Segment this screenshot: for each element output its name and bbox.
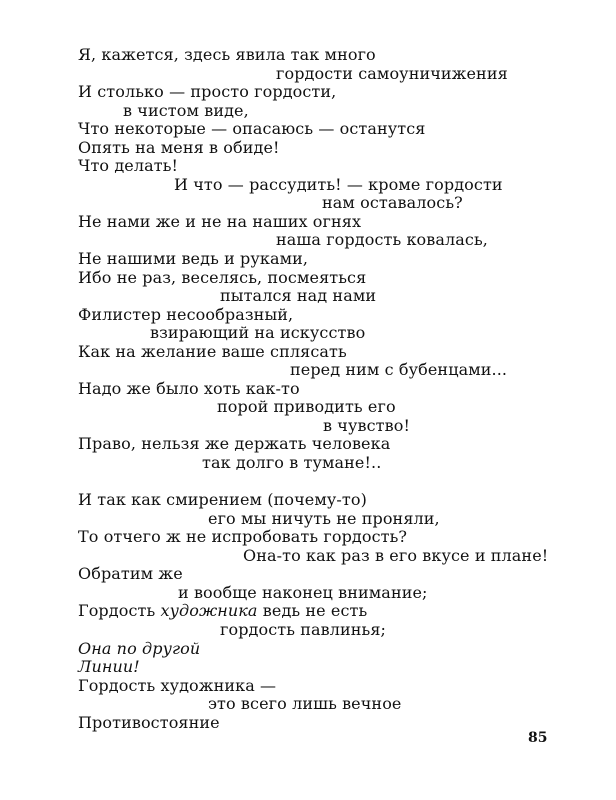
poem-line: И так как смирением (почему-то): [78, 490, 367, 510]
poem-line: наша гордость ковалась,: [276, 230, 488, 250]
poem-line: Не нами же и не на наших огнях: [78, 211, 362, 231]
poem-line: Право, нельзя же держать человека: [78, 434, 391, 454]
poem-line: Как на желание ваше сплясать: [78, 341, 347, 361]
poem-line: Надо же было хоть как-то: [78, 378, 300, 398]
poem-line: это всего лишь вечное: [208, 694, 402, 714]
poem-line: Опять на меня в обиде!: [78, 137, 280, 157]
poem-line: И столько — просто гордости,: [78, 82, 337, 102]
poem-line: взирающий на искусство: [150, 323, 366, 343]
poem-fragment: ведь не есть: [257, 601, 368, 621]
poem-line: Она-то как раз в его вкусе и плане!: [243, 545, 549, 565]
poem-line: и вообще наконец внимание;: [178, 582, 428, 602]
poem-line: Линии!: [78, 657, 140, 677]
poem-line: порой приводить его: [217, 397, 396, 417]
poem-line: гордости самоуничижения: [276, 63, 508, 83]
page-number: 85: [528, 730, 548, 746]
poem-line: Она по другой: [78, 638, 201, 658]
poem-line: нам оставалось?: [322, 193, 463, 213]
poem-line: [78, 602, 578, 621]
poem-text: [78, 46, 578, 732]
poem-line: пытался над нами: [220, 286, 377, 306]
poem-line: так долго в тумане!..: [202, 453, 382, 473]
stanza-break: [78, 473, 578, 492]
poem-line: гордость павлинья;: [220, 619, 387, 639]
poem-line: Что делать!: [78, 156, 179, 176]
poem-line: в чистом виде,: [123, 100, 249, 120]
poem-line: Противостояние: [78, 712, 220, 732]
poem-line: Обратим же: [78, 564, 183, 584]
poem-line: И что — рассудить! — кроме гордости: [174, 174, 503, 194]
poem-line: Не нашими ведь и руками,: [78, 249, 309, 269]
poem-line: Гордость художника —: [78, 675, 277, 695]
poem-line: его мы ничуть не проняли,: [208, 508, 440, 528]
poem-line: Ибо не раз, веселясь, посмеяться: [78, 267, 367, 287]
poem-fragment-italic: художника: [160, 601, 258, 621]
poem-fragment: Гордость: [78, 601, 161, 621]
poem-line: Я, кажется, здесь явила так много: [78, 45, 376, 64]
poem-line: Филистер несообразный,: [78, 304, 294, 324]
poem-line: в чувство!: [323, 415, 410, 435]
poem-line: То отчего ж не испробовать гордость?: [78, 527, 408, 547]
poem-line: Что некоторые — опасаюсь — останутся: [78, 119, 426, 139]
poem-line: перед ним с бубенцами...: [290, 360, 508, 380]
